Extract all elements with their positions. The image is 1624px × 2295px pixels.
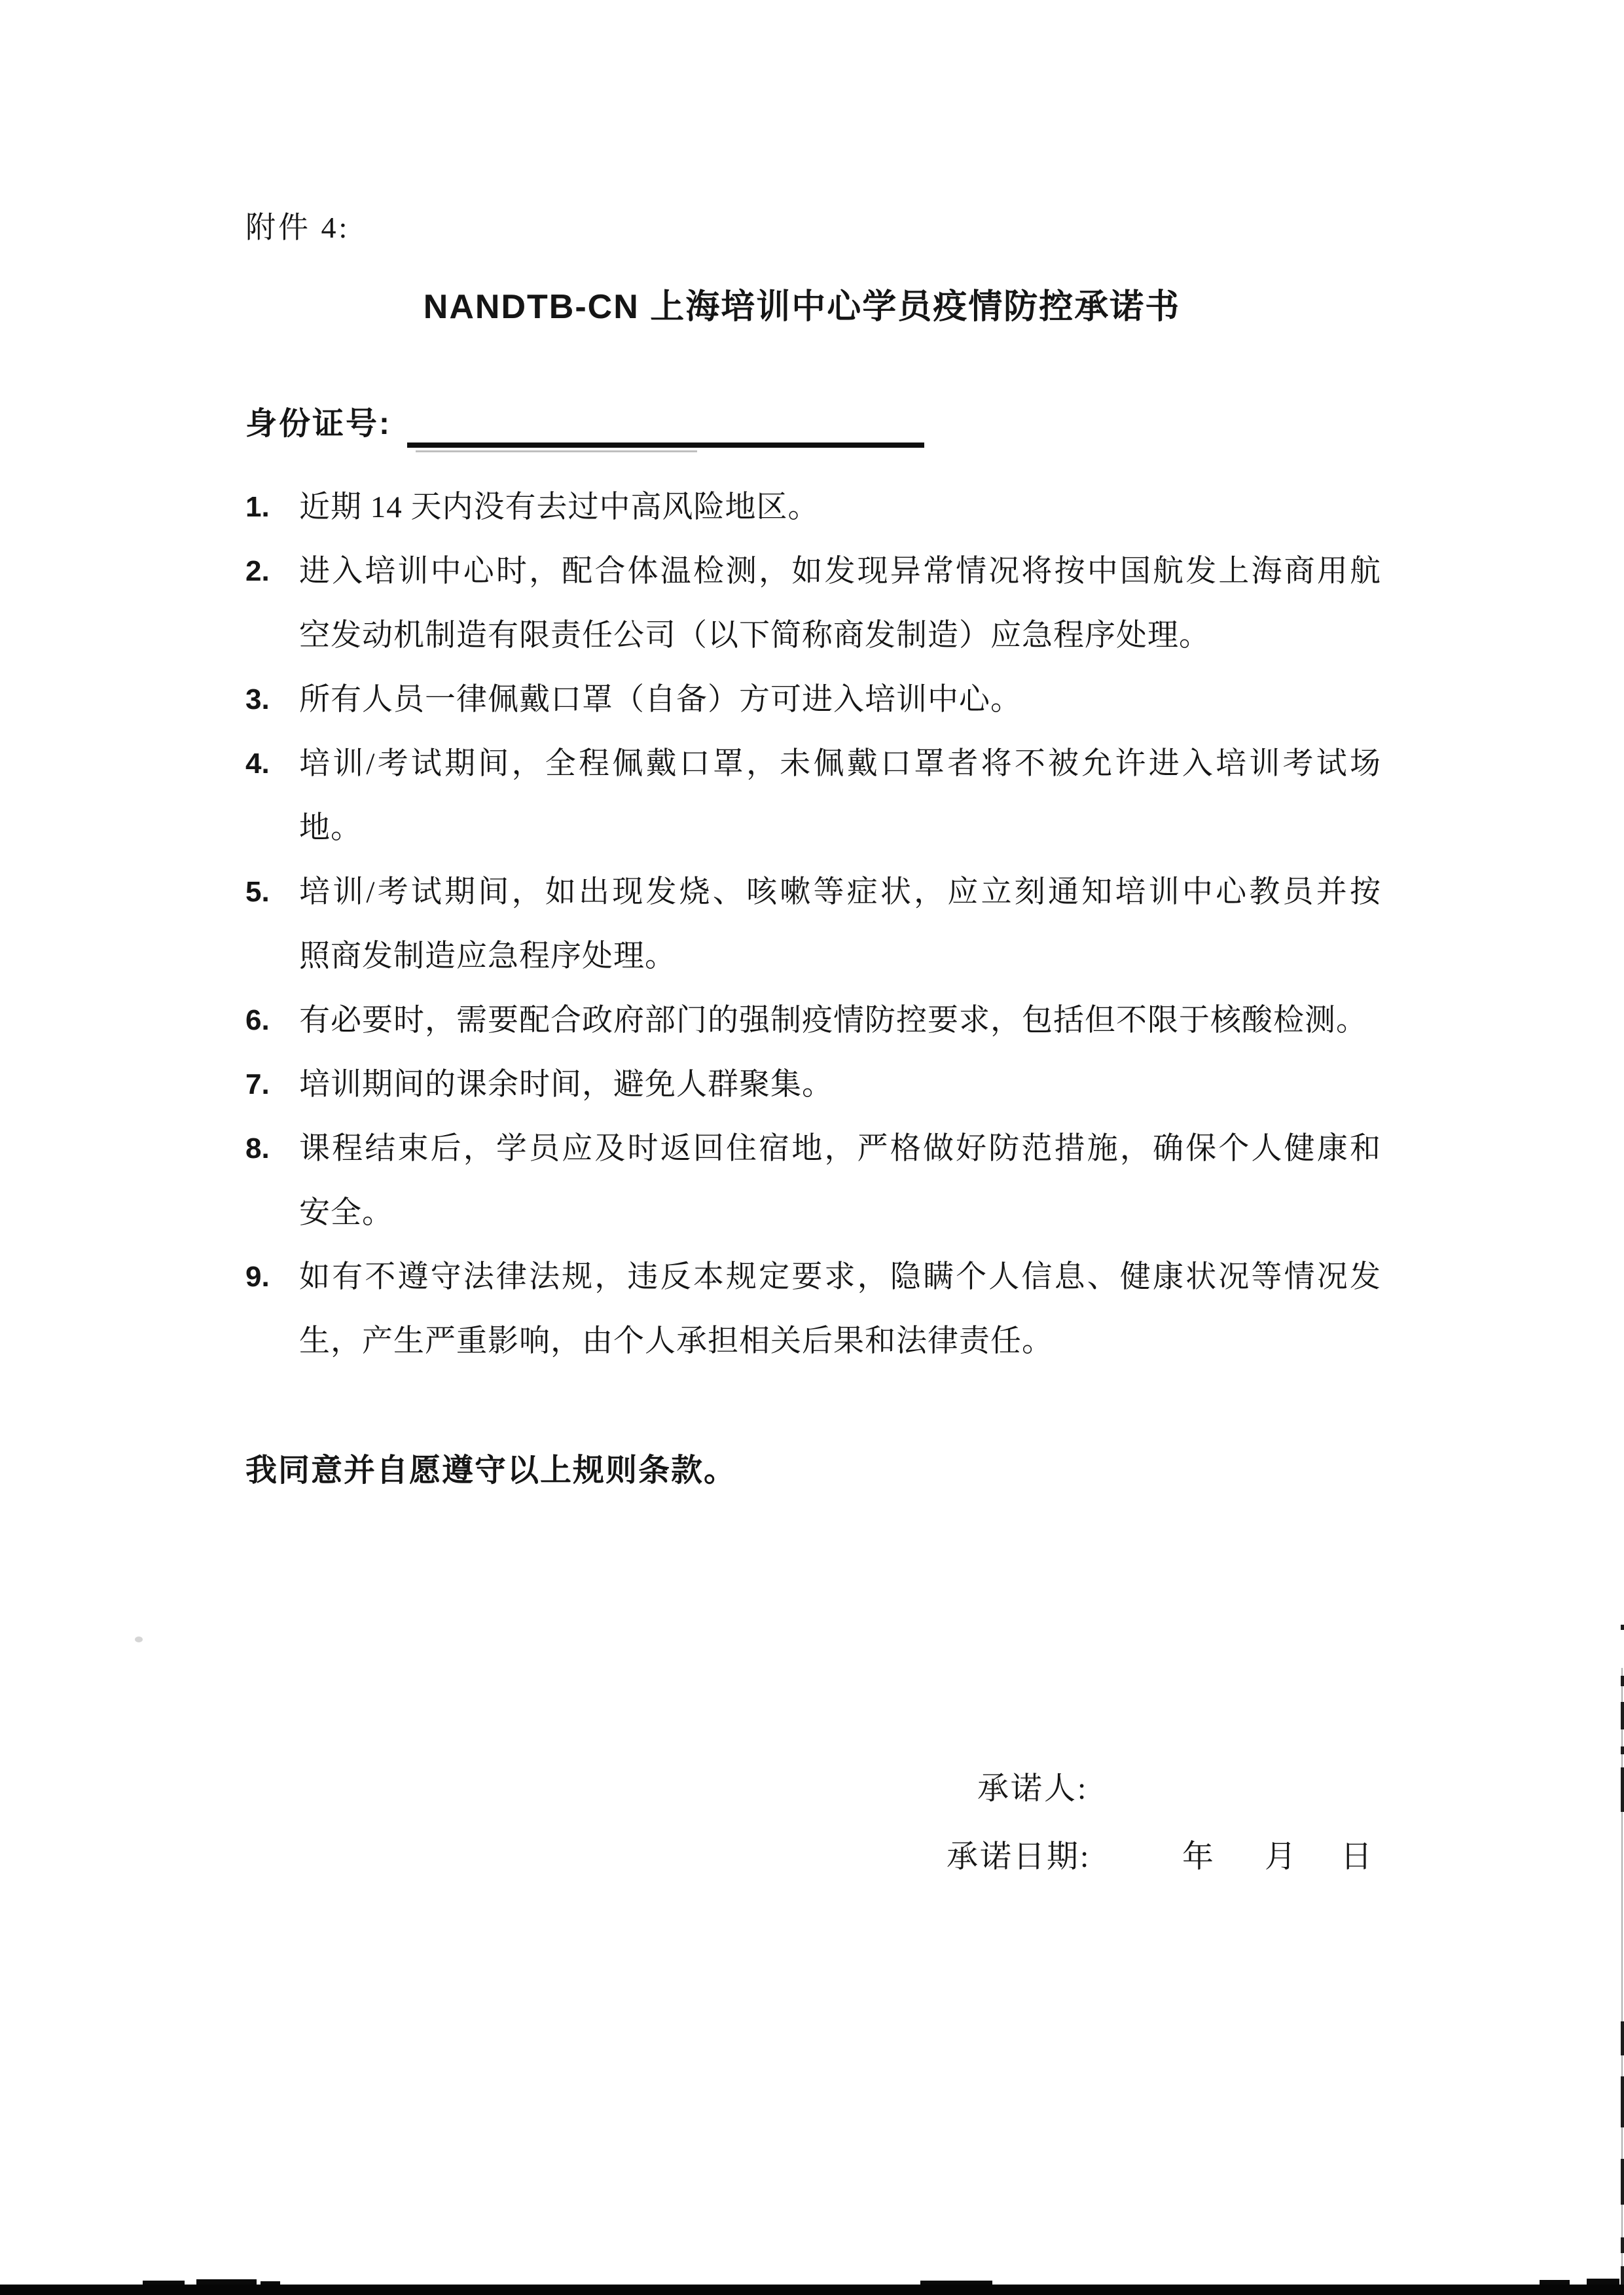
list-item-line: 空发动机制造有限责任公司（以下简称商发制造）应急程序处理。	[299, 619, 1210, 653]
id-number-field	[245, 403, 391, 449]
list-item	[245, 1245, 1381, 1373]
list-item-line: 进入培训中心时，配合体温检测，如发现异常情况将按中国航发上海商用航	[299, 554, 1381, 588]
list-item	[245, 668, 1381, 732]
list-item-line: 有必要时，需要配合政府部门的强制疫情防控要求，包括但不限于核酸检测。	[299, 1003, 1367, 1038]
list-item-text	[299, 668, 1381, 732]
list-item-line: 地。	[299, 811, 362, 845]
scan-artifact-bottom-band	[0, 2285, 1624, 2295]
list-item-text	[299, 860, 1381, 988]
date-label: 承诺日期:	[947, 1839, 1091, 1874]
list-item	[245, 1053, 1381, 1117]
scan-artifact-edge-dash	[1621, 1702, 1624, 1729]
promisor-label: 承诺人:	[977, 1771, 1089, 1806]
list-item-number: 7.	[245, 1068, 270, 1100]
page-title: NANDTB-CN 上海培训中心学员疫情防控承诺书	[423, 288, 1181, 326]
scan-artifact-double-line	[416, 450, 697, 452]
list-item-line: 近期 14 天内没有去过中高风险地区。	[299, 490, 820, 524]
list-item	[245, 1117, 1381, 1245]
month-label: 月	[1265, 1839, 1297, 1874]
scan-artifact-edge-dash	[1621, 1767, 1624, 1812]
list-item-line: 培训/考试期间，如出现发烧、咳嗽等症状，应立刻通知培训中心教员并按	[299, 875, 1381, 909]
list-item	[245, 475, 1381, 539]
list-item	[245, 732, 1381, 860]
list-item-number: 1.	[245, 491, 270, 523]
scan-artifact-edge-dash	[1621, 1676, 1624, 1686]
list-item-line: 所有人员一律佩戴口罩（自备）方可进入培训中心。	[299, 683, 1022, 717]
scan-artifact-edge-dash	[1621, 2021, 1624, 2055]
list-item-line: 培训期间的课余时间，避免人群聚集。	[299, 1068, 833, 1102]
list-item-line: 培训/考试期间，全程佩戴口罩，未佩戴口罩者将不被允许进入培训考试场	[299, 747, 1381, 781]
date-line	[947, 1835, 1444, 1879]
scan-artifact-smudge	[135, 1636, 143, 1642]
scan-artifact-edge-dash	[1621, 2266, 1624, 2286]
list-item-text	[299, 988, 1381, 1053]
list-item-number: 8.	[245, 1132, 270, 1165]
list-item-line: 如有不遵守法律法规，违反本规定要求，隐瞒个人信息、健康状况等情况发	[299, 1260, 1381, 1294]
rules-list	[245, 475, 1381, 1373]
list-item-number: 3.	[245, 683, 270, 715]
list-item-number: 2.	[245, 555, 270, 587]
list-item-number: 5.	[245, 876, 270, 908]
list-item	[245, 860, 1381, 988]
scan-artifact-edge-dash	[1621, 1625, 1624, 1630]
list-item-line: 照商发制造应急程序处理。	[299, 939, 676, 973]
scan-artifact-edge-dash	[1621, 2237, 1624, 2253]
list-item-number: 6.	[245, 1004, 270, 1036]
list-item	[245, 539, 1381, 668]
list-item-line: 生，产生严重影响，由个人承担相关后果和法律责任。	[299, 1324, 1053, 1358]
list-item-text	[299, 475, 1381, 539]
scan-artifact-edge-dash	[1621, 2076, 1624, 2127]
list-item-text	[299, 732, 1381, 860]
promisor-line	[977, 1767, 1088, 1811]
scan-artifact-edge-dash	[1621, 1746, 1624, 1754]
list-item-number: 9.	[245, 1261, 270, 1293]
agreement-statement: 我同意并自愿遵守以上规则条款。	[245, 1453, 737, 1488]
list-item-text	[299, 539, 1381, 668]
attachment-label: 附件 4:	[245, 211, 350, 244]
list-item-line: 课程结束后，学员应及时返回住宿地，严格做好防范措施，确保个人健康和	[299, 1132, 1381, 1166]
list-item-text	[299, 1117, 1381, 1245]
list-item-number: 4.	[245, 748, 270, 780]
id-number-label: 身份证号:	[245, 407, 391, 441]
list-item-text	[299, 1053, 1381, 1117]
scan-artifact-edge-dash	[1621, 2159, 1624, 2205]
year-label: 年	[1182, 1839, 1214, 1874]
list-item-line: 安全。	[299, 1196, 393, 1230]
list-item-text	[299, 1245, 1381, 1373]
day-label: 日	[1341, 1839, 1373, 1874]
id-number-blank-line	[407, 443, 924, 448]
list-item	[245, 988, 1381, 1053]
